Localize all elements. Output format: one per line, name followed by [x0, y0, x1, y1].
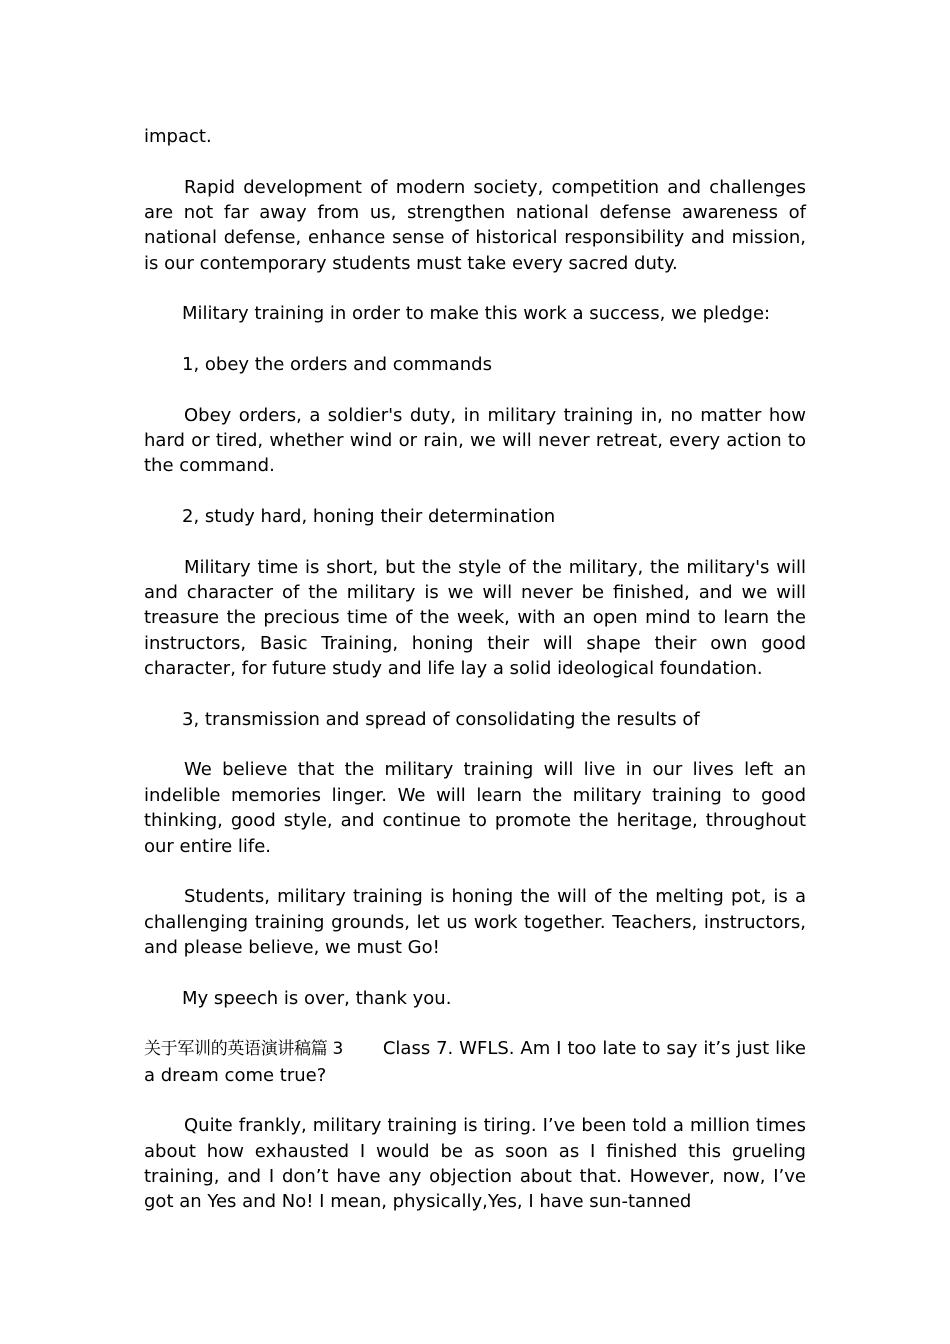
- paragraph-military-time: Military time is short, but the style of the military, the military's will and character of the military is we will never be finished, and we will treasure the precious time of the week, with an open mind to learn the instructors, Basic Training, honing their will shape their own good character, for future study and life lay a solid ideological foundation.: [144, 556, 806, 680]
- pledge-heading-2: 2, study hard, honing their determination: [182, 506, 556, 527]
- section-3-title: 关于军训的英语演讲稿篇 3: [144, 1039, 343, 1060]
- paragraph-students: Students, military training is honing the will of the melting pot, is a challenging training grounds, let us work together. Teachers, instructors, and please believe, we must Go!: [144, 886, 806, 959]
- pledge-heading-1: 1, obey the orders and commands: [182, 354, 492, 375]
- paragraph-obey-orders: Obey orders, a soldier's duty, in military training in, no matter how hard or tired, whether wind or rain, we will never retreat, every action to the command.: [144, 404, 806, 477]
- paragraph-pledge-intro: Military training in order to make this work a success, we pledge:: [182, 303, 771, 325]
- paragraph-continuation: impact.: [144, 126, 212, 147]
- section-3-body: Quite frankly, military training is tiring. I’ve been told a million times about how exhausted I would be as soon as I finished this grueling training, and I don’t have any objection about that. However, now, I’ve got an Yes and No! I mean, physically,Yes, I have sun-tanned: [144, 1115, 806, 1213]
- document-body: [144, 124, 806, 1240]
- paragraph-we-believe: We believe that the military training will live in our lives left an indelible memories linger. We will learn the military training to good thinking, good style, and continue to promote the heritage, throughout our entire life.: [144, 759, 806, 857]
- section-3-header: [144, 1036, 806, 1088]
- paragraph-modern-society: Rapid development of modern society, competition and challenges are not far away from us, strengthen national defense awareness of national defense, enhance sense of historical responsibility and mission, is our contemporary students must take every sacred duty.: [144, 176, 806, 274]
- paragraph-speech-over: My speech is over, thank you.: [182, 987, 452, 1009]
- section-3-intro: Class 7. WFLS. Am I too late to say it’s just like a dream come true?: [144, 1038, 806, 1086]
- pledge-heading-3: 3, transmission and spread of consolidating the results of: [182, 708, 700, 730]
